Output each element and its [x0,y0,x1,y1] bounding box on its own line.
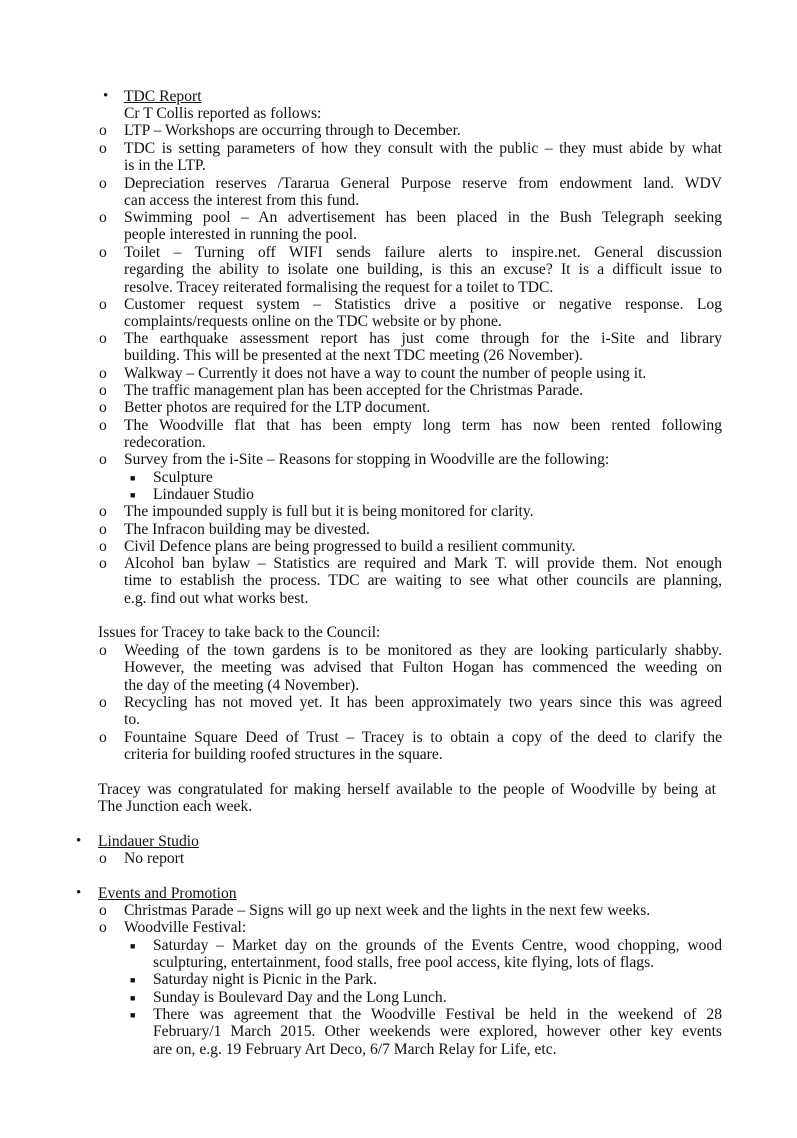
circle-bullet-icon: o [99,850,107,867]
circle-bullet-icon: o [99,296,107,313]
list-item-line: Recycling has not moved yet. It has been approximately two years since this was agreed [124,694,722,711]
paragraph-line: Tracey was congratulated for making herself available to the people of Woodville by being at [98,781,716,798]
list-item-line: regarding the ability to isolate one building, is this an excuse? It is a difficult issue to [124,261,722,279]
circle-bullet-icon: o [99,244,107,261]
list-item-line: the day of the meeting (4 November). [124,676,360,694]
square-bullet-icon: ■ [130,975,136,985]
list-item-line: Better photos are required for the LTP document. [124,399,431,416]
list-item-line: Civil Defence plans are being progressed to build a resilient community. [124,538,576,555]
list-item-line: criteria for building roofed structures in the square. [124,746,443,764]
circle-bullet-icon: o [99,330,107,347]
list-item-line: The traffic management plan has been accepted for the Christmas Parade. [124,382,584,399]
list-item-line: resolve. Tracey reiterated formalising the request for a toilet to TDC. [124,278,554,296]
square-bullet-icon: ■ [130,993,136,1003]
list-item-line: can access the interest from this fund. [124,192,360,210]
circle-bullet-icon: o [99,417,107,434]
list-item-line: people interested in running the pool. [124,226,357,244]
paragraph-line: The Junction each week. [98,798,253,816]
paragraph-line: Cr T Collis reported as follows: [124,105,322,122]
list-item-line: Weeding of the town gardens is to be monitored as they are looking particularly shabby. [124,642,722,659]
list-item-line: February/1 March 2015. Other weekends were explored, however other key events [153,1023,722,1041]
circle-bullet-icon: o [99,902,107,919]
list-item-line: Sunday is Boulevard Day and the Long Lunch. [153,989,447,1006]
list-item-line: complaints/requests online on the TDC website or by phone. [124,313,502,331]
list-item-line: e.g. find out what works best. [124,589,309,607]
list-item-line: However, the meeting was advised that Fulton Hogan has commenced the weeding on [124,659,722,677]
list-item-line: to. [124,711,141,729]
bullet-icon: • [103,88,109,104]
circle-bullet-icon: o [99,919,107,936]
circle-bullet-icon: o [99,642,107,659]
square-bullet-icon: ■ [130,941,136,951]
list-item-line: Sculpture [153,469,213,486]
list-item-line: TDC is setting parameters of how they consult with the public – they must abide by what [124,140,722,157]
list-item-line: Fountaine Square Deed of Trust – Tracey is to obtain a copy of the deed to clarify the [124,729,722,746]
section-heading: TDC Report [124,88,202,105]
square-bullet-icon: ■ [130,473,136,483]
circle-bullet-icon: o [99,382,107,399]
list-item-line: The earthquake assessment report has just come through for the i-Site and library [124,330,722,347]
circle-bullet-icon: o [99,538,107,555]
list-item-line: Woodville Festival: [124,919,247,936]
circle-bullet-icon: o [99,365,107,382]
bullet-icon: • [76,885,82,901]
square-bullet-icon: ■ [130,490,136,500]
list-item-line: redecoration. [124,434,206,452]
bullet-icon: • [76,833,82,849]
circle-bullet-icon: o [99,140,107,157]
list-item-line: Saturday – Market day on the grounds of the Events Centre, wood chopping, wood [153,937,722,954]
list-item-line: The impounded supply is full but it is being monitored for clarity. [124,503,534,520]
square-bullet-icon: ■ [130,1010,136,1020]
list-item-line: Lindauer Studio [153,486,254,503]
list-item-line: time to establish the process. TDC are waiting to see what other councils are planning, [124,572,722,590]
list-item-line: Swimming pool – An advertisement has been placed in the Bush Telegraph seeking [124,209,722,226]
list-item-line: Survey from the i-Site – Reasons for stopping in Woodville are the following: [124,451,610,468]
circle-bullet-icon: o [99,399,107,416]
circle-bullet-icon: o [99,503,107,520]
list-item-line: sculpturing, entertainment, food stalls, free pool access, kite flying, lots of flags. [153,954,655,972]
circle-bullet-icon: o [99,451,107,468]
circle-bullet-icon: o [99,521,107,538]
circle-bullet-icon: o [99,729,107,746]
list-item-line: LTP – Workshops are occurring through to December. [124,122,461,139]
section-heading: Issues for Tracey to take back to the Council: [98,624,381,641]
list-item-line: Depreciation reserves /Tararua General Purpose reserve from endowment land. WDV [124,175,722,192]
list-item-line: Alcohol ban bylaw – Statistics are required and Mark T. will provide them. Not enough [124,555,722,572]
circle-bullet-icon: o [99,175,107,192]
circle-bullet-icon: o [99,122,107,139]
list-item-line: building. This will be presented at the next TDC meeting (26 November). [124,347,583,365]
list-item-line: Customer request system – Statistics drive a positive or negative response. Log [124,296,722,313]
list-item-line: Walkway – Currently it does not have a way to count the number of people using it. [124,365,647,382]
list-item-line: The Infracon building may be divested. [124,521,370,538]
circle-bullet-icon: o [99,555,107,572]
circle-bullet-icon: o [99,209,107,226]
section-heading: Events and Promotion [98,885,237,902]
list-item-line: The Woodville flat that has been empty long term has now been rented following [124,417,722,434]
list-item-line: Saturday night is Picnic in the Park. [153,971,377,988]
list-item-line: No report [124,850,185,867]
section-heading: Lindauer Studio [98,833,199,850]
list-item-line: Toilet – Turning off WIFI sends failure alerts to inspire.net. General discussion [124,244,722,261]
list-item-line: Christmas Parade – Signs will go up next week and the lights in the next few weeks. [124,902,651,919]
list-item-line: There was agreement that the Woodville Festival be held in the weekend of 28 [153,1006,722,1023]
list-item-line: are on, e.g. 19 February Art Deco, 6/7 March Relay for Life, etc. [153,1040,557,1058]
list-item-line: is in the LTP. [124,157,206,175]
circle-bullet-icon: o [99,694,107,711]
